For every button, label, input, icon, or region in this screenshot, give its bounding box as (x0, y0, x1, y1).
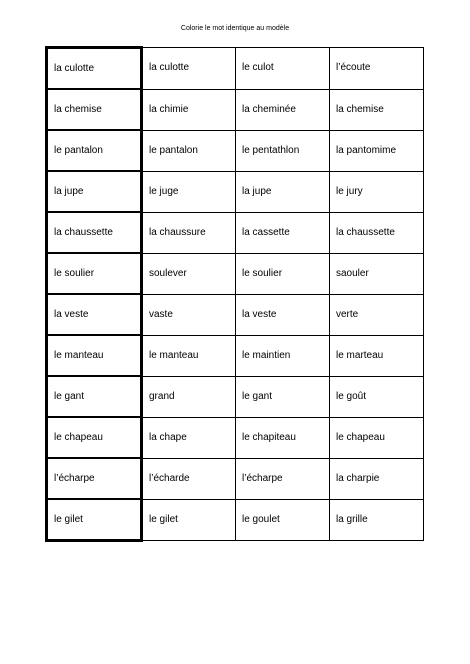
choice-word-cell[interactable]: le manteau (142, 335, 236, 376)
choice-word-cell[interactable]: le juge (142, 171, 236, 212)
model-word-cell: la veste (47, 294, 142, 335)
word-matching-table (45, 46, 424, 542)
choice-word-cell[interactable]: la chaussette (330, 212, 424, 253)
choice-word-cell[interactable]: l’écoute (330, 48, 424, 90)
model-word-cell: le manteau (47, 335, 142, 376)
choice-word-cell[interactable]: le goût (330, 376, 424, 417)
choice-word-cell[interactable]: le goulet (236, 499, 330, 541)
model-word-cell: le pantalon (47, 130, 142, 171)
page-title: Colorie le mot identique au modèle (180, 25, 290, 32)
model-word-cell: la jupe (47, 171, 142, 212)
model-word-cell: le chapeau (47, 417, 142, 458)
choice-word-cell[interactable]: le soulier (236, 253, 330, 294)
table-row (47, 171, 424, 212)
choice-word-cell[interactable]: soulever (142, 253, 236, 294)
choice-word-cell[interactable]: la charpie (330, 458, 424, 499)
choice-word-cell[interactable]: saouler (330, 253, 424, 294)
table-row (47, 130, 424, 171)
model-word-cell: le gilet (47, 499, 142, 541)
table-row (47, 376, 424, 417)
model-word-cell: le soulier (47, 253, 142, 294)
choice-word-cell[interactable]: la pantomime (330, 130, 424, 171)
choice-word-cell[interactable]: l’écharpe (236, 458, 330, 499)
table-row (47, 335, 424, 376)
choice-word-cell[interactable]: le culot (236, 48, 330, 90)
table-row (47, 48, 424, 90)
choice-word-cell[interactable]: la chimie (142, 89, 236, 130)
choice-word-cell[interactable]: verte (330, 294, 424, 335)
choice-word-cell[interactable]: la culotte (142, 48, 236, 90)
choice-word-cell[interactable]: la chemise (330, 89, 424, 130)
model-word-cell: l’écharpe (47, 458, 142, 499)
choice-word-cell[interactable]: le gilet (142, 499, 236, 541)
table-row (47, 294, 424, 335)
choice-word-cell[interactable]: la jupe (236, 171, 330, 212)
choice-word-cell[interactable]: la chaussure (142, 212, 236, 253)
choice-word-cell[interactable]: vaste (142, 294, 236, 335)
choice-word-cell[interactable]: le marteau (330, 335, 424, 376)
table-row (47, 417, 424, 458)
table-row (47, 89, 424, 130)
choice-word-cell[interactable]: le chapeau (330, 417, 424, 458)
model-word-cell: la culotte (47, 48, 142, 90)
choice-word-cell[interactable]: la cheminée (236, 89, 330, 130)
table-row (47, 458, 424, 499)
choice-word-cell[interactable]: le maintien (236, 335, 330, 376)
choice-word-cell[interactable]: la chape (142, 417, 236, 458)
model-word-cell: la chemise (47, 89, 142, 130)
choice-word-cell[interactable]: le pentathlon (236, 130, 330, 171)
word-rows (47, 48, 424, 541)
choice-word-cell[interactable]: le chapiteau (236, 417, 330, 458)
choice-word-cell[interactable]: le gant (236, 376, 330, 417)
choice-word-cell[interactable]: la veste (236, 294, 330, 335)
model-word-cell: le gant (47, 376, 142, 417)
choice-word-cell[interactable]: grand (142, 376, 236, 417)
table-row (47, 212, 424, 253)
model-word-cell: la chaussette (47, 212, 142, 253)
choice-word-cell[interactable]: l’écharde (142, 458, 236, 499)
choice-word-cell[interactable]: la grille (330, 499, 424, 541)
choice-word-cell[interactable]: la cassette (236, 212, 330, 253)
choice-word-cell[interactable]: le pantalon (142, 130, 236, 171)
choice-word-cell[interactable]: le jury (330, 171, 424, 212)
table-row (47, 499, 424, 541)
table-row (47, 253, 424, 294)
